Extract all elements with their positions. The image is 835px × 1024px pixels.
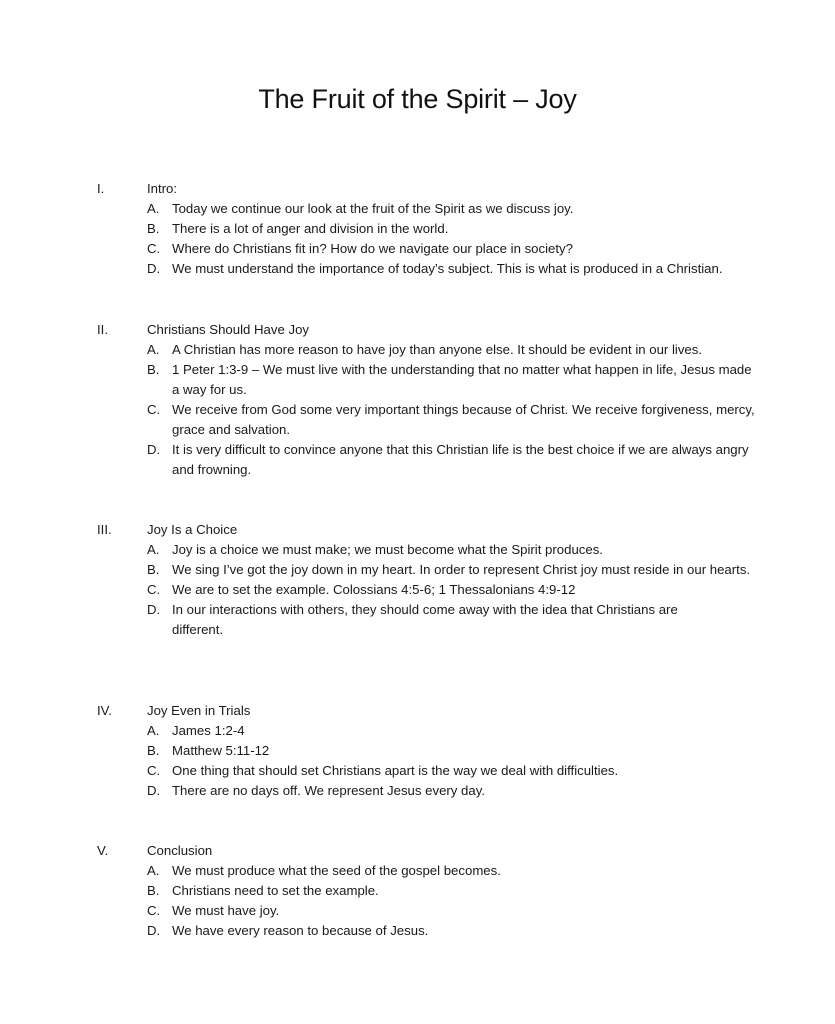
item-letter: B. bbox=[147, 743, 160, 758]
list-item bbox=[0, 560, 835, 580]
list-item bbox=[0, 219, 835, 239]
item-text: There are no days off. We represent Jesus every day. bbox=[172, 783, 485, 798]
list-item bbox=[0, 259, 835, 279]
item-letter: A. bbox=[147, 201, 160, 216]
list-item bbox=[0, 781, 835, 801]
item-text: Christians need to set the example. bbox=[172, 883, 379, 898]
item-text: 1 Peter 1:3-9 – We must live with the understanding that no matter what happen in life, Jesus made a way for us. bbox=[172, 362, 752, 397]
item-letter: D. bbox=[147, 261, 161, 276]
item-letter: C. bbox=[147, 582, 161, 597]
item-text: We are to set the example. Colossians 4:5-6; 1 Thessalonians 4:9-12 bbox=[172, 582, 576, 597]
item-letter: D. bbox=[147, 442, 161, 457]
item-text: We sing I’ve got the joy down in my heart. In order to represent Christ joy must reside in our hearts. bbox=[172, 562, 751, 577]
list-item bbox=[0, 600, 835, 640]
item-text: We must have joy. bbox=[172, 903, 280, 918]
section-header bbox=[0, 841, 835, 861]
section-conclusion bbox=[0, 841, 835, 941]
section-items bbox=[0, 340, 835, 480]
item-text: In our interactions with others, they should come away with the idea that Christians are different. bbox=[172, 602, 678, 637]
list-item bbox=[0, 199, 835, 219]
section-heading: Joy Is a Choice bbox=[147, 522, 238, 537]
item-text: It is very difficult to convince anyone that this Christian life is the best choice if we are always angry and frowning. bbox=[172, 442, 749, 477]
item-letter: A. bbox=[147, 342, 160, 357]
document-title: The Fruit of the Spirit – Joy bbox=[258, 84, 577, 114]
section-items bbox=[0, 540, 835, 640]
item-letter: C. bbox=[147, 763, 161, 778]
section-numeral: II. bbox=[97, 322, 108, 337]
item-letter: B. bbox=[147, 362, 160, 377]
list-item bbox=[0, 861, 835, 881]
item-text: We receive from God some very important things because of Christ. We receive forgiveness, mercy, grace and salvation. bbox=[172, 402, 755, 437]
section-items bbox=[0, 721, 835, 801]
section-header bbox=[0, 520, 835, 540]
item-text: We must produce what the seed of the gospel becomes. bbox=[172, 863, 501, 878]
item-letter: D. bbox=[147, 783, 161, 798]
section-header bbox=[0, 179, 835, 199]
item-letter: C. bbox=[147, 241, 161, 256]
item-text: James 1:2-4 bbox=[172, 723, 245, 738]
item-letter: A. bbox=[147, 723, 160, 738]
list-item bbox=[0, 239, 835, 259]
section-header bbox=[0, 320, 835, 340]
section-joy-is-a-choice bbox=[0, 520, 835, 640]
item-text: Joy is a choice we must make; we must become what the Spirit produces. bbox=[172, 542, 603, 557]
section-heading: Joy Even in Trials bbox=[147, 703, 251, 718]
section-heading: Intro: bbox=[147, 181, 178, 196]
item-letter: B. bbox=[147, 883, 160, 898]
section-heading: Conclusion bbox=[147, 843, 213, 858]
item-text: Matthew 5:11-12 bbox=[172, 743, 270, 758]
list-item bbox=[0, 360, 835, 400]
section-numeral: V. bbox=[97, 843, 109, 858]
item-text: A Christian has more reason to have joy than anyone else. It should be evident in our lives. bbox=[172, 342, 703, 357]
list-item bbox=[0, 440, 835, 480]
item-letter: B. bbox=[147, 562, 160, 577]
list-item bbox=[0, 881, 835, 901]
item-letter: C. bbox=[147, 402, 161, 417]
item-text: One thing that should set Christians apart is the way we deal with difficulties. bbox=[172, 763, 619, 778]
item-letter: C. bbox=[147, 903, 161, 918]
list-item bbox=[0, 580, 835, 600]
section-numeral: I. bbox=[97, 181, 105, 196]
item-letter: D. bbox=[147, 923, 161, 938]
item-text: Today we continue our look at the fruit of the Spirit as we discuss joy. bbox=[172, 201, 574, 216]
list-item bbox=[0, 741, 835, 761]
section-joy-even-in-trials bbox=[0, 701, 835, 801]
section-numeral: III. bbox=[97, 522, 112, 537]
item-text: Where do Christians fit in? How do we navigate our place in society? bbox=[172, 241, 573, 256]
item-text: We have every reason to because of Jesus. bbox=[172, 923, 429, 938]
section-header bbox=[0, 701, 835, 721]
section-heading: Christians Should Have Joy bbox=[147, 322, 309, 337]
item-letter: D. bbox=[147, 602, 161, 617]
item-text: There is a lot of anger and division in the world. bbox=[172, 221, 449, 236]
section-items bbox=[0, 861, 835, 941]
item-letter: A. bbox=[147, 863, 160, 878]
item-letter: A. bbox=[147, 542, 160, 557]
list-item bbox=[0, 340, 835, 360]
list-item bbox=[0, 901, 835, 921]
list-item bbox=[0, 921, 835, 941]
section-christians-should-have-joy bbox=[0, 320, 835, 480]
section-items bbox=[0, 199, 835, 279]
section-intro bbox=[0, 179, 835, 279]
list-item bbox=[0, 721, 835, 741]
list-item bbox=[0, 540, 835, 560]
list-item bbox=[0, 400, 835, 440]
item-letter: B. bbox=[147, 221, 160, 236]
list-item bbox=[0, 761, 835, 781]
section-numeral: IV. bbox=[97, 703, 112, 718]
item-text: We must understand the importance of today’s subject. This is what is produced in a Christian. bbox=[172, 261, 723, 276]
